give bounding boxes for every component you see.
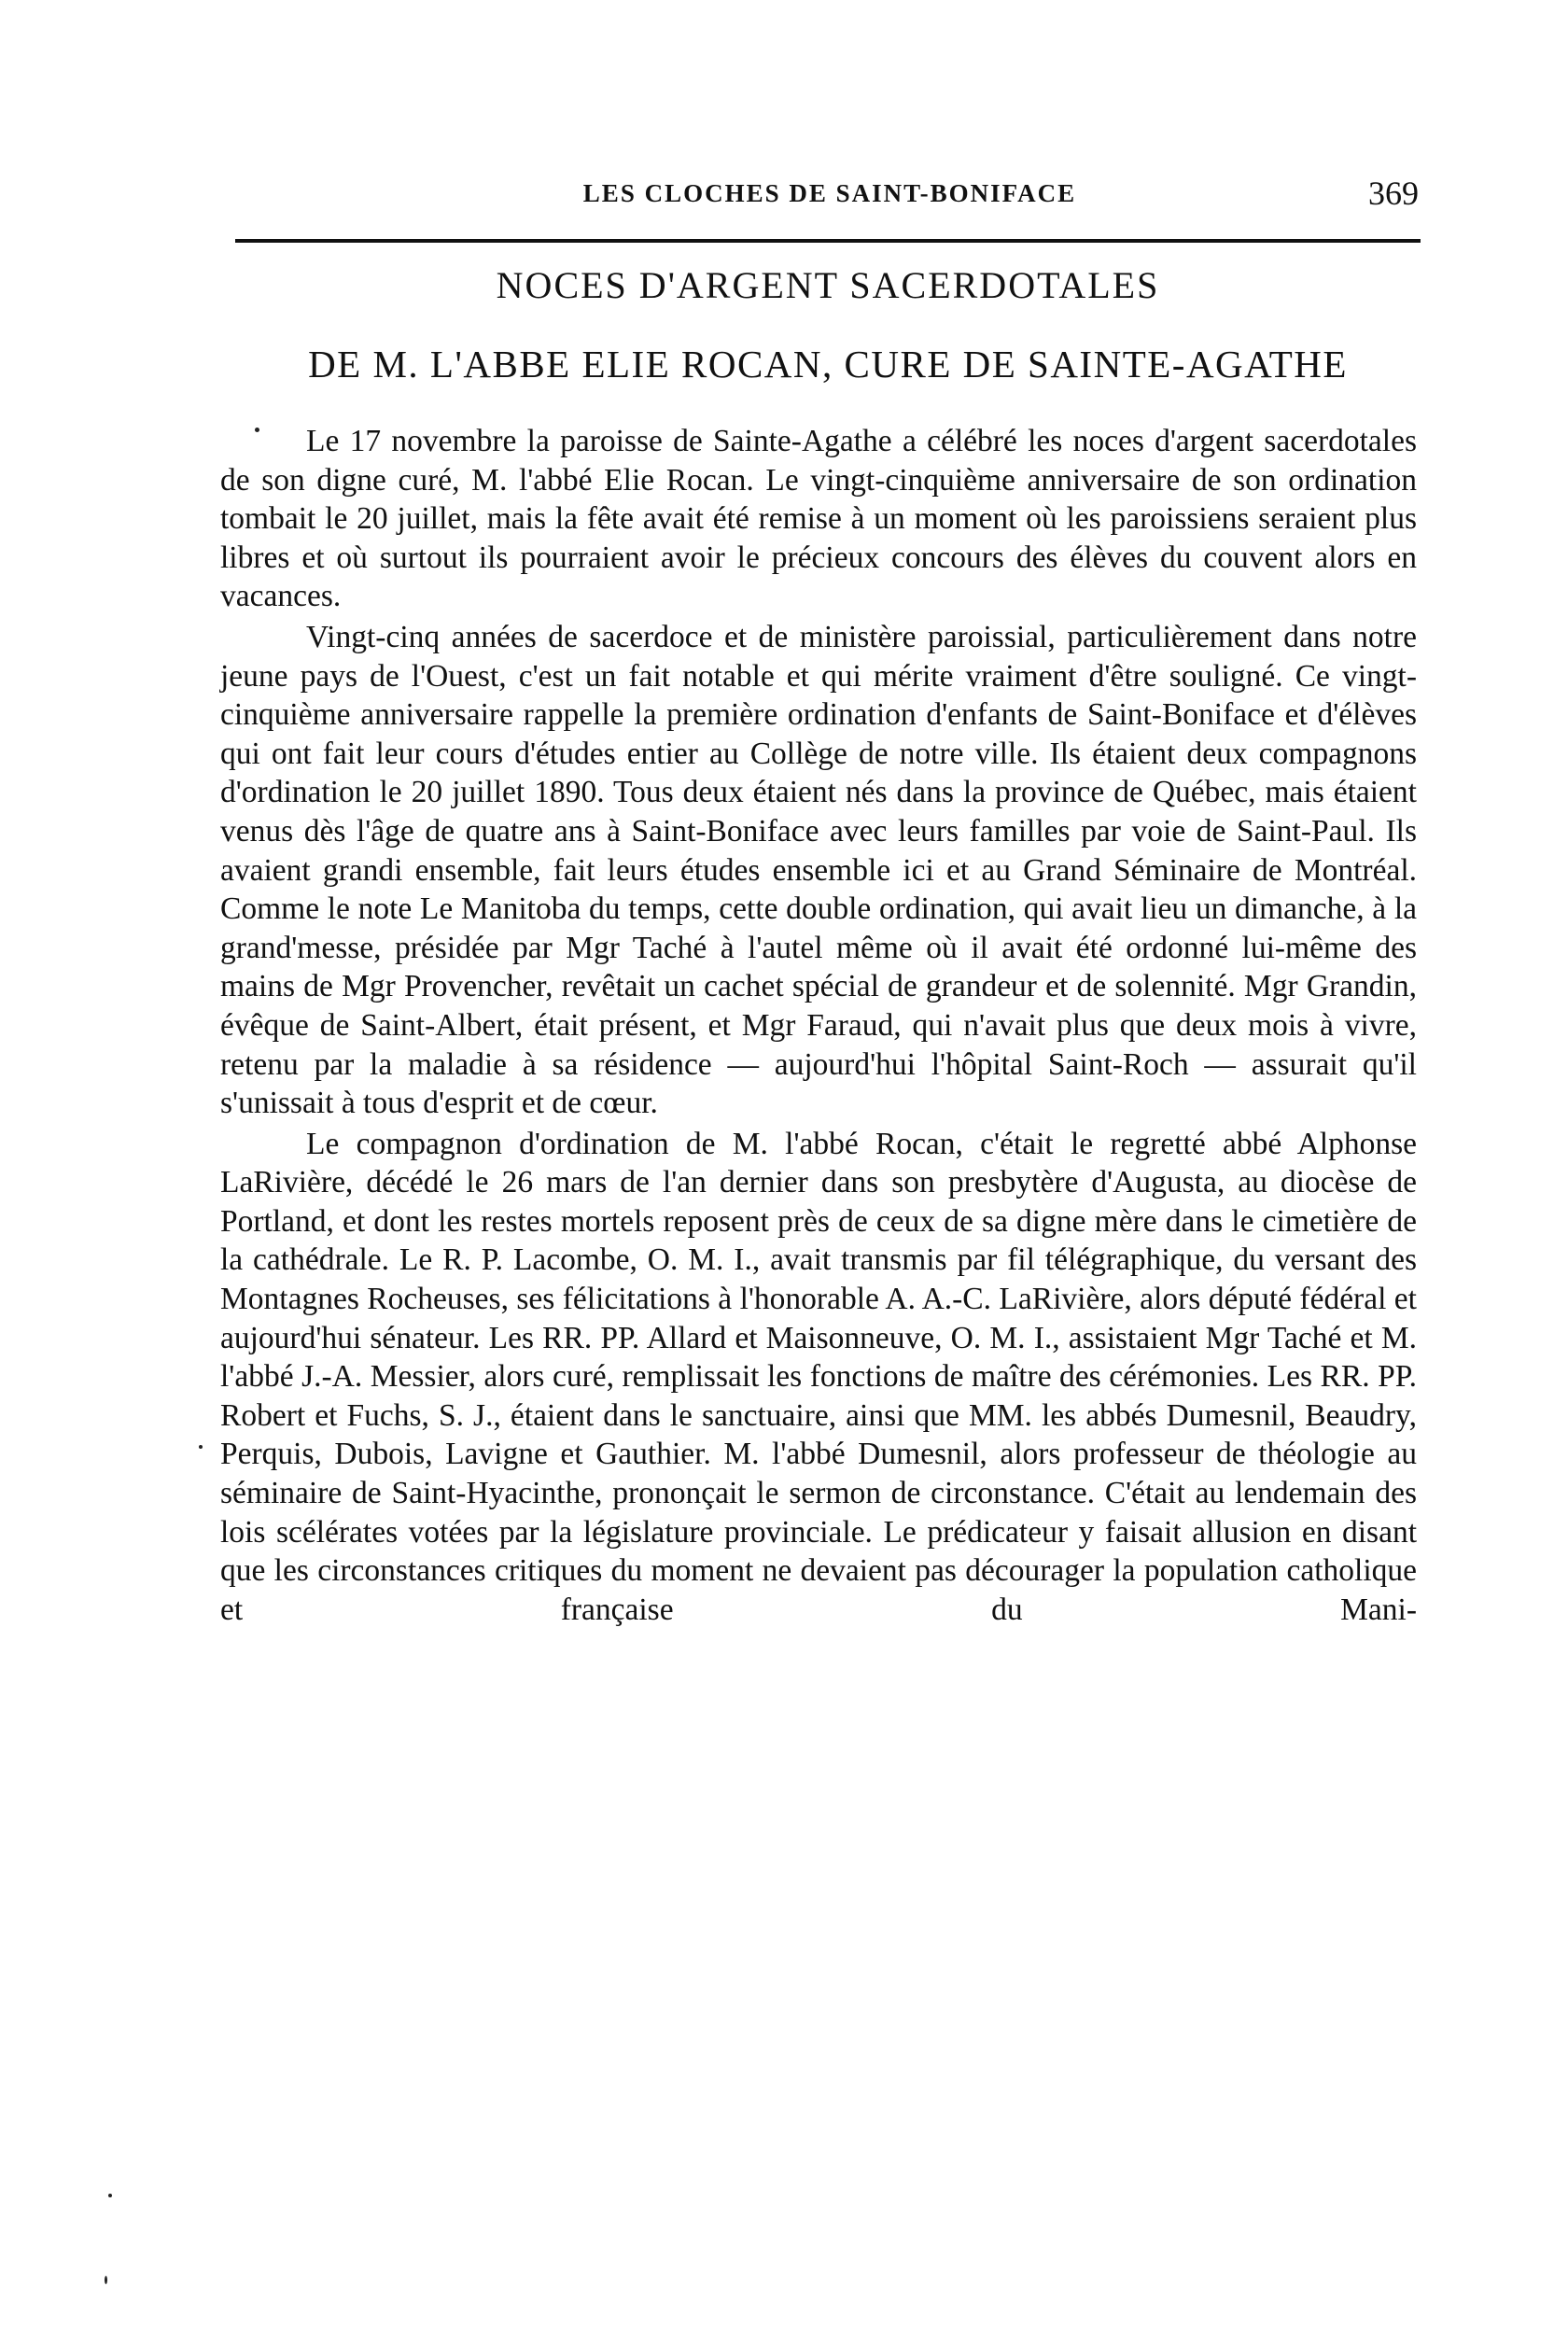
page-number: 369 [1368, 175, 1419, 212]
article-subtitle: DE M. L'ABBE ELIE ROCAN, CURE DE SAINTE-AGATHE [308, 343, 1348, 386]
running-title: LES CLOCHES DE SAINT-BONIFACE [582, 179, 1077, 207]
scan-speck [105, 2276, 107, 2284]
page-header [241, 174, 1419, 226]
scan-speck [255, 428, 259, 432]
header-rule [235, 239, 1421, 243]
article-body [220, 422, 1417, 1631]
paragraph: Vingt-cinq années de sacerdoce et de ministère paroissial, particulièrement dans notre jeune pays de l'Ouest, c'est un fait notable et qui mérite vraiment d'être souligné. Ce vingt-cinquième anniversaire rappelle la première ordination d'enfants de Saint-Boniface et d'élèves qui ont fait leur cours d'études entier au Collège de notre ville. Ils étaient deux compagnons d'ordination le 20 juillet 1890. Tous deux étaient nés dans la province de Québec, mais étaient venus dès l'âge de quatre ans à Saint-Boniface avec leurs familles par voie de Saint-Paul. Ils avaient grandi ensemble, fait leurs études ensemble ici et au Grand Séminaire de Montréal. Comme le note Le Manitoba du temps, cette double ordination, qui avait lieu un dimanche, à la grand'messe, présidée par Mgr Taché à l'autel même où il avait été ordonné lui-même des mains de Mgr Provencher, revêtait un cachet spécial de grandeur et de solennité. Mgr Grandin, évêque de Saint-Albert, était présent, et Mgr Faraud, qui n'avait plus que deux mois à vivre, retenu par la maladie à sa résidence — aujourd'hui l'hôpital Saint-Roch — assurait qu'il s'unissait à tous d'esprit et de cœur. [220, 619, 1417, 1121]
scan-speck [199, 1445, 203, 1449]
scan-speck [108, 2194, 112, 2197]
paragraph: Le compagnon d'ordination de M. l'abbé Rocan, c'était le regretté abbé Alphonse LaRivière, décédé le 26 mars de l'an dernier dans son presbytère d'Augusta, au diocèse de Portland, et dont les restes mortels reposent près de ceux de sa digne mère dans le cimetière de la cathédrale. Le R. P. Lacombe, O. M. I., avait transmis par fil télégraphique, du versant des Montagnes Rocheuses, ses félicitations à l'honorable A. A.-C. LaRivière, alors député fédéral et aujourd'hui sénateur. Les RR. PP. Allard et Maisonneuve, O. M. I., assistaient Mgr Taché et M. l'abbé J.-A. Messier, alors curé, remplissait les fonctions de maître des cérémonies. Les RR. PP. Robert et Fuchs, S. J., étaient dans le sanctuaire, ainsi que MM. les abbés Dumesnil, Beaudry, Perquis, Dubois, Lavigne et Gauthier. M. l'abbé Dumesnil, alors professeur de théologie au séminaire de Saint-Hyacinthe, prononçait le sermon de circonstance. C'était au lendemain des lois scélérates votées par la législature provinciale. Le prédicateur y faisait allusion en disant que les circonstances critiques du moment ne devaient pas décourager la population catholique et française du Mani- [220, 1126, 1417, 1627]
paragraph: Le 17 novembre la paroisse de Sainte-Agathe a célébré les noces d'argent sacerdotales de son digne curé, M. l'abbé Elie Rocan. Le vingt-cinquième anniversaire de son ordination tombait le 20 juillet, mais la fête avait été remise à un moment où les paroissiens seraient plus libres et où surtout ils pourraient avoir le précieux concours des élèves du couvent alors en vacances. [220, 424, 1417, 614]
article-title: NOCES D'ARGENT SACERDOTALES [496, 264, 1160, 306]
